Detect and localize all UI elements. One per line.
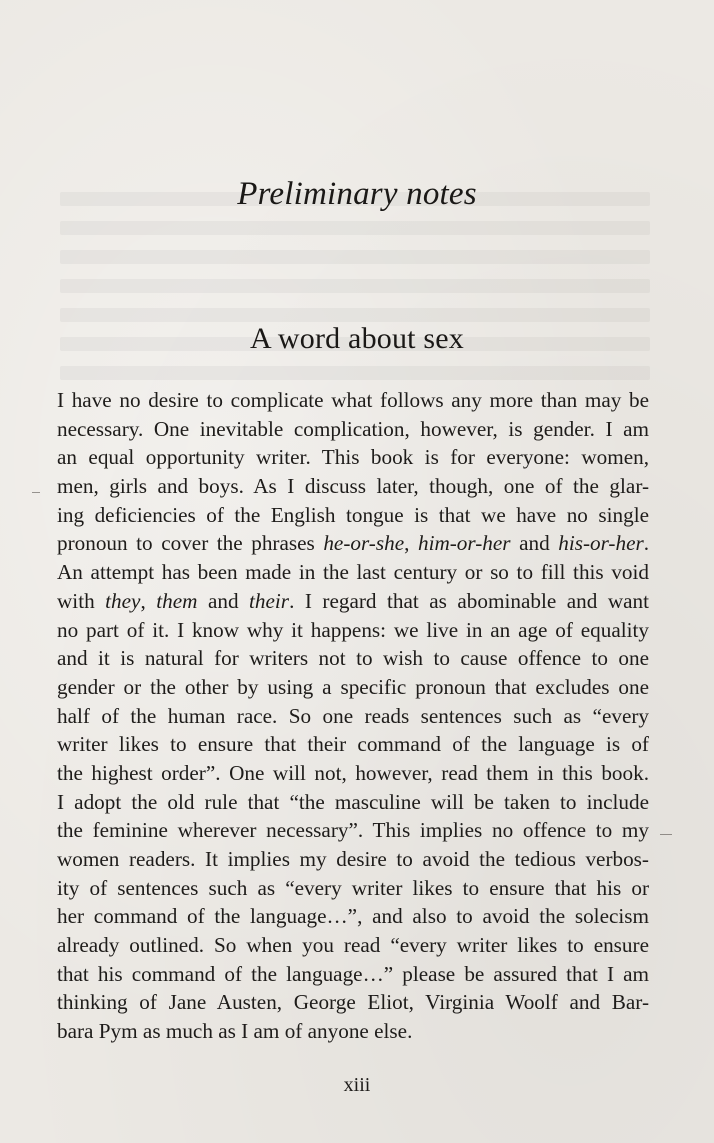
italic-phrase: him-or-her [417,531,511,556]
body-line [57,472,649,501]
text-run: . [643,531,650,556]
text-run: her command of the language…”, and also to avoid the solecism [57,904,649,929]
body-line [57,558,649,587]
text-run: and [510,531,559,556]
italic-phrase: his-or-her [558,531,644,556]
body-line [57,988,649,1017]
body-line [57,443,649,472]
paper-speck [660,834,672,835]
text-run: no part of it. I know why it happens: we live in an age of equality [57,617,649,642]
text-run: ity of sentences such as “every writer likes to ensure that his or [57,875,649,900]
italic-phrase: them [156,588,198,613]
text-run: that his command of the language…” please be assured that I am [57,961,649,986]
body-line [57,673,649,702]
body-line [57,931,649,960]
text-run: ing deficiencies of the English tongue is that we have no single [57,502,649,527]
body-line [57,874,649,903]
text-run: and it is natural for writers not to wish to cause offence to one [57,646,649,671]
body-line [57,644,649,673]
text-run: pronoun to cover the phrases [57,531,324,556]
text-run: an equal opportunity writer. This book is for everyone: women, [57,445,649,470]
body-line [57,1017,649,1046]
text-run: writer likes to ensure that their command of the language is of [57,732,649,757]
text-run: men, girls and boys. As I discuss later, though, one of the glar- [57,474,649,499]
show-through-line [60,366,650,380]
text-run: , [404,531,418,556]
text-run: already outlined. So when you read “every writer likes to ensure [57,933,649,958]
body-line [57,960,649,989]
text-run: the highest order”. One will not, however, read them in this book. [57,760,649,785]
body-line [57,501,649,530]
body-paragraph [57,386,649,1046]
body-line [57,616,649,645]
text-run: An attempt has been made in the last century or so to fill this void [57,560,649,585]
body-line [57,587,649,616]
body-line [57,386,649,415]
body-line [57,816,649,845]
text-run: and [197,588,250,613]
body-line [57,759,649,788]
text-run: I adopt the old rule that “the masculine will be taken to include [57,789,649,814]
body-line [57,788,649,817]
text-run: I have no desire to complicate what follows any more than may be [57,388,649,412]
body-line [57,730,649,759]
text-run: women readers. It implies my desire to avoid the tedious verbos- [57,847,649,871]
text-run: , [140,588,157,613]
paper-speck [32,492,40,493]
text-run: the feminine wherever necessary”. This implies no offence to my [57,818,649,843]
page-number: xiii [343,1074,371,1096]
body-line [57,415,649,444]
show-through-line [60,308,650,322]
section-title: Preliminary notes [237,176,477,212]
text-run: necessary. One inevitable complication, however, is gender. I am [57,416,649,441]
text-run: gender or the other by using a specific pronoun that excludes one [57,674,649,699]
italic-phrase: he-or-she [323,531,405,556]
body-line [57,902,649,931]
text-run: bara Pym as much as I am of anyone else. [57,1019,413,1044]
body-line [57,529,649,558]
italic-phrase: their [249,588,290,613]
text-run: . I regard that as abominable and want [289,588,650,613]
text-run: with [57,588,106,613]
text-run: half of the human race. So one reads sentences such as “every [57,703,649,728]
italic-phrase: they [105,588,141,613]
body-line [57,702,649,731]
show-through-line [60,250,650,264]
show-through-line [60,279,650,293]
show-through-line [60,221,650,235]
subsection-heading: A word about sex [249,322,464,355]
body-line [57,845,649,874]
text-run: thinking of Jane Austen, George Eliot, Virginia Woolf and Bar- [57,990,649,1015]
